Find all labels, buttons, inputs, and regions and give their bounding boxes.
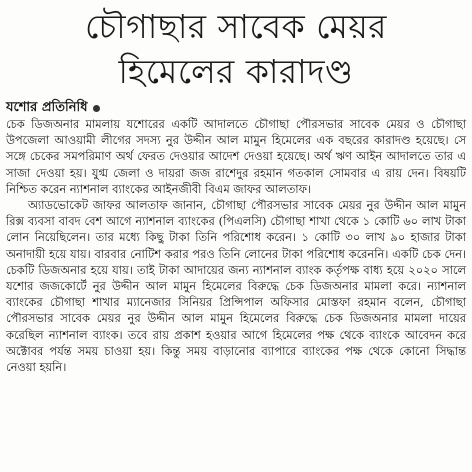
paragraph-2: অ্যাডভোকেট জাফর আলতাফ জানান, চৌগাছা পৌরসভার সাবেক মেয়র নুর উদ্দীন আল মামুন রিক্স ব্যবসা বাবদ বেশ আগে ন্যাশনাল ব্যাংকের (পিএলসি) চৌগাছা শাখা থেকে ১ কোটি ৬০ লাখ টাকা লোন নিয়েছিলেন। তার মধ্যে কিছু টাকা তিনি পরিশোধ করেন। ১ কোটি ৩০ লাখ ৯০ হাজার টাকা অনাদায়ী হয়ে যায়। বারবার নোটিশ করার পরও তিনি লোনের টাকা পরিশোধ করেননি। একটি চেক দেন। চেকটি ডিজঅনার হয়ে যায়। তাই টাকা আদায়ের জন্য ন্যাশনাল ব্যাংক কর্তৃপক্ষ বাধ্য হয়ে ২০২০ সালে যশোর জজকোর্টে নুর উদ্দীন আল মামুন হিমেলের বিরুদ্ধে চেক ডিজঅনার মামলা করে। ন্যাশনাল ব্যাংকের চৌগাছা শাখার ম্যানেজার সিনিয়র প্রিন্সিপাল অফিসার মোস্তফা রহমান বলেন, চৌগাছা পৌরসভার সাবেক মেয়র নুর উদ্দীন আল মামুন হিমেলের বিরুদ্ধে চেক ডিজঅনার মামলা দায়ের করেছিল ন্যাশনাল ব্যাংক। তবে রায় প্রকাশ হওয়ার আগে হিমেলের পক্ষ থেকে ব্যাংকে আবেদন করে অক্টোবর পর্যন্ত সময় চাওয়া হয়। কিন্তু সময় বাড়ানোর ব্যাপারে ব্যাংকের পক্ষ থেকে কোনো সিদ্ধান্ত নেওয়া হয়নি। <box>6 198 466 375</box>
byline-text: যশোর প্রতিনিধি <box>6 100 88 115</box>
headline <box>0 4 472 94</box>
bullet-dot-icon <box>93 105 100 112</box>
article-body <box>6 116 466 375</box>
headline-line-2: হিমেলের কারাদণ্ড <box>118 52 354 91</box>
headline-line-1: চৌগাছার সাবেক মেয়র <box>85 7 387 46</box>
paragraph-1: চেক ডিজঅনার মামলায় যশোরের একটি আদালতে চৌগাছা পৌরসভার সাবেক মেয়র ও চৌগাছা উপজেলা আওয়ামী লীগের সদস্য নুর উদ্দীন আল মামুন হিমেলের এক বছরের কারাদণ্ড হয়েছে। সে সঙ্গে চেকের সমপরিমাণ অর্থ ফেরত দেওয়ার আদেশ দেওয়া হয়েছে। অর্থ ঋণ আইন আদালতে তার এ সাজা দেওয়া হয়। যুগ্ম জেলা ও দায়রা জজ রাশেদুর রহমান গতকাল সোমবার এ রায় দেন। বিষয়টি নিশ্চিত করেন ন্যাশনাল ব্যাংকের আইনজীবী বিএম জাফর আলতাফ। <box>6 117 466 196</box>
